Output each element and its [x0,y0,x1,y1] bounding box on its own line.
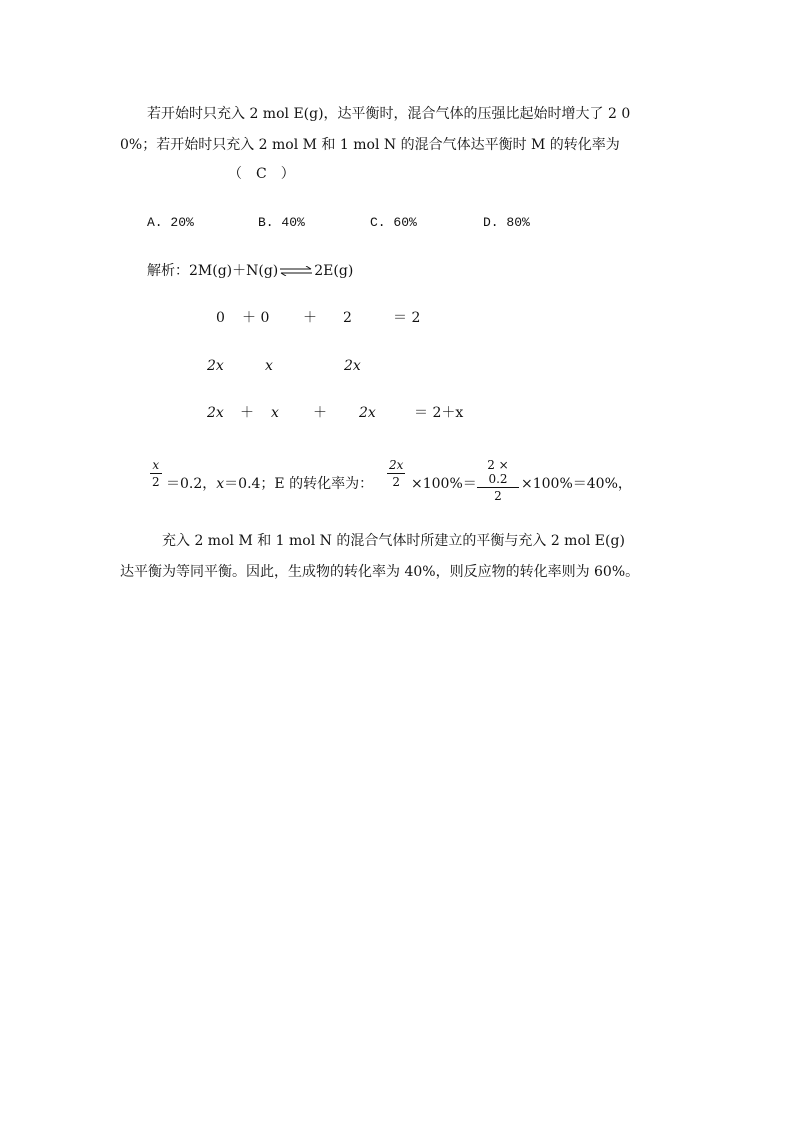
conclusion-line-2: 达平衡为等同平衡。因此，生成物的转化率为 40%，则反应物的转化率则为 60%。 [120,564,640,580]
question-line-1: 若开始时只充入 2 mol E(g)，达平衡时，混合气体的压强比起始时增大了 2 0 [147,106,631,122]
option-b: B. 40% [258,215,305,230]
reaction-equation [147,261,353,281]
option-d: D. 80% [483,215,530,230]
fraction-2x0-2-over-2: 2 × 0.2 2 [477,458,519,503]
row-eq-e: 2x [359,405,376,421]
calc-line: ＝0.2，x＝0.4；E 的转化率为： [166,476,374,492]
row-eq-plus-1: ＋ [240,405,254,421]
row-initial-plus: ＋ [303,310,317,326]
fraction-2x-over-2: 2x 2 [389,458,404,489]
conclusion-line-1: 充入 2 mol M 和 1 mol N 的混合气体时所建立的平衡与充入 2 mol E(g) [162,533,625,549]
fraction-x-over-2: x 2 [152,458,160,489]
question-line-2: 0%；若开始时只充入 2 mol M 和 1 mol N 的混合气体达平衡时 M 的转化率为 [120,137,620,153]
row-eq-m: 2x [207,405,224,421]
option-a: A. 20% [147,215,194,230]
row-eq-n: x [271,405,279,421]
calc-times-1: ×100%＝ [411,476,477,492]
row-change-m: 2x [207,358,224,374]
row-initial-n: ＋ 0 [242,310,270,326]
reactants: 2M(g)＋N(g) [189,263,279,279]
row-initial-total: ＝ 2 [393,310,421,326]
option-c: C. 60% [370,215,417,230]
answer-choice: （ C ） [228,166,295,182]
row-initial-e: 2 [343,310,352,326]
solution-heading: 解析： [147,263,189,279]
row-eq-total: ＝ 2＋x [414,405,464,421]
equilibrium-arrow-icon [279,266,313,276]
row-initial-m: 0 [216,310,225,326]
row-change-e: 2x [344,358,361,374]
calc-times-2: ×100%＝40%， [521,476,632,492]
products: 2E(g) [314,263,354,279]
row-eq-plus-2: ＋ [313,405,327,421]
row-change-n: x [265,358,273,374]
